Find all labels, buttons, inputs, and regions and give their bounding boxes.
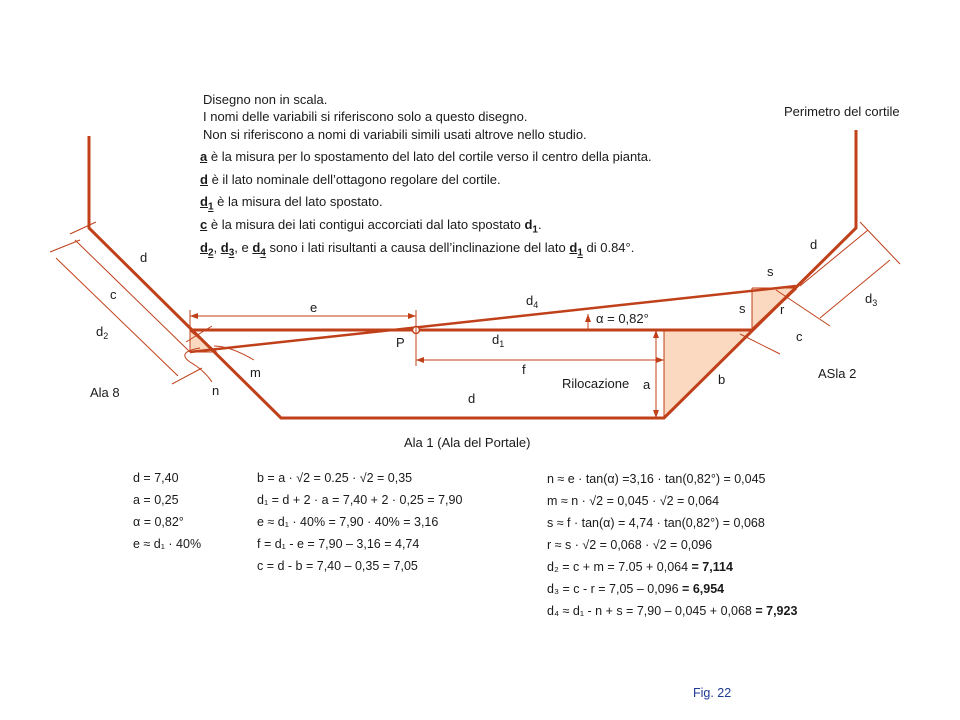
label-s-top: s xyxy=(767,264,774,279)
def-c-ref-sub: 1 xyxy=(532,224,538,236)
def-c-ref: d xyxy=(524,217,533,232)
formula-col1-2: α = 0,82° xyxy=(133,515,184,529)
def-d234-s2: 3 xyxy=(228,247,235,259)
formula-col3-1-text: m ≈ n · √2 = 0,045 · √2 = 0,064 xyxy=(547,494,720,508)
label-d1-sub: 1 xyxy=(499,339,505,349)
label-r: r xyxy=(780,302,785,317)
label-m: m xyxy=(250,365,261,380)
label-d2 xyxy=(96,324,108,341)
wing-bottom-label: Ala 1 (Ala del Portale) xyxy=(404,435,531,450)
def-c-end: . xyxy=(537,217,542,232)
formula-col3-6-text: d₄ ≈ d₁ - n + s = 7,90 – 0,045 + 0,068 xyxy=(547,604,756,618)
def-d-var: d xyxy=(200,172,208,187)
label-s-mid: s xyxy=(739,301,746,316)
perimeter-wall xyxy=(89,130,856,418)
formula-col3-3-text: r ≈ s · √2 = 0,068 · √2 = 0,096 xyxy=(547,538,713,552)
formula-col3-0-text: n ≈ e · tan(α) =3,16 · tan(0,82°) = 0,045 xyxy=(547,472,766,486)
label-alpha: α = 0,82° xyxy=(596,311,649,326)
def-a-var: a xyxy=(200,149,208,164)
label-c-right: c xyxy=(796,329,803,344)
wing-left-label: Ala 8 xyxy=(90,385,120,400)
formula-col2-3: f = d₁ - e = 7,90 – 3,16 = 4,74 xyxy=(257,537,420,551)
label-f: f xyxy=(522,362,526,377)
def-d1-var: d xyxy=(200,194,208,209)
label-d3 xyxy=(865,291,877,308)
def-d234-v1: d xyxy=(200,240,208,255)
label-d2-main: d xyxy=(96,324,104,339)
def-d1-sub: 1 xyxy=(207,201,214,213)
label-d-right: d xyxy=(810,237,818,252)
label-e: e xyxy=(310,300,318,315)
formula-col1-3: e ≈ d₁ · 40% xyxy=(133,537,202,551)
label-a: a xyxy=(643,377,651,392)
relocation-label: Rilocazione xyxy=(562,376,630,391)
label-d4-sub: 4 xyxy=(533,300,539,310)
def-d234-ref-sub: 1 xyxy=(577,247,583,259)
figure-label: Fig. 22 xyxy=(693,686,732,700)
formula-col3-4-text: d₂ = c + m = 7.05 + 0,064 xyxy=(547,560,692,574)
formula-col1-0: d = 7,40 xyxy=(133,471,179,485)
def-d234-s3: 4 xyxy=(260,247,266,259)
def-c-text: è la misura dei lati contigui accorciati dal lato spostato xyxy=(207,217,525,232)
formula-col3-5 xyxy=(547,581,724,597)
label-point-p: P xyxy=(396,335,405,350)
label-d4-main: d xyxy=(526,293,534,308)
def-d234-v3: d xyxy=(252,240,261,255)
perimeter-label: Perimetro del cortile xyxy=(784,104,900,119)
formula-col3-2-text: s ≈ f · tan(α) = 4,74 · tan(0,82°) = 0,068 xyxy=(547,516,765,530)
note-line-2: I nomi delle variabili si riferiscono solo a questo disegno. xyxy=(203,109,528,124)
label-d4 xyxy=(526,293,538,310)
def-a-text: è la misura per lo spostamento del lato del cortile verso il centro della pianta. xyxy=(207,149,652,164)
formula-col2-0: b = a · √2 = 0.25 · √2 = 0,35 xyxy=(257,471,413,485)
label-d-left: d xyxy=(140,250,148,265)
formula-col3-0 xyxy=(547,471,766,487)
label-d-bottom: d xyxy=(468,391,476,406)
formula-col3-2 xyxy=(547,515,765,531)
label-c-left: c xyxy=(110,287,117,302)
formula-col2-4: c = d - b = 7,40 – 0,35 = 7,05 xyxy=(257,559,418,573)
formula-col3-1 xyxy=(547,493,719,509)
def-d234-v2: d xyxy=(220,240,229,255)
wing-right-label: ASla 2 xyxy=(818,366,857,381)
def-d234-sep1: , xyxy=(213,240,221,255)
label-d1 xyxy=(492,332,504,349)
label-d3-sub: 3 xyxy=(872,298,878,308)
formula-col3-3 xyxy=(547,537,712,553)
note-line-1: Disegno non in scala. xyxy=(203,92,328,107)
def-d1-text: è la misura del lato spostato. xyxy=(213,194,383,209)
formula-col2-1: d₁ = d + 2 · a = 7,40 + 2 · 0,25 = 7,90 xyxy=(257,493,463,507)
def-d234-end: di 0.84°. xyxy=(582,240,635,255)
formula-col3-4 xyxy=(547,559,733,575)
def-c-var: c xyxy=(200,217,208,232)
def-d-text: è il lato nominale dell’ottagono regolare del cortile. xyxy=(207,172,501,187)
formula-col3-5-text: d₃ = c - r = 7,05 – 0,096 xyxy=(547,582,683,596)
note-line-3: Non si riferiscono a nomi di variabili simili usati altrove nello studio. xyxy=(203,127,587,142)
formula-col3-5-result: = 6,954 xyxy=(682,582,725,596)
def-d234-sep2: , e xyxy=(234,240,253,255)
label-d1-main: d xyxy=(492,332,500,347)
formula-col2-2: e ≈ d₁ · 40% = 7,90 · 40% = 3,16 xyxy=(257,515,439,529)
formula-col3-4-result: = 7,114 xyxy=(691,560,733,574)
def-d234-ref: d xyxy=(569,240,578,255)
formula-col3-6 xyxy=(547,603,797,619)
formula-col1-1: a = 0,25 xyxy=(133,493,179,507)
def-d234-text: sono i lati risultanti a causa dell’inclinazione del lato xyxy=(265,240,570,255)
label-n: n xyxy=(212,383,220,398)
label-b: b xyxy=(718,372,726,387)
label-d2-sub: 2 xyxy=(103,331,109,341)
def-d234-s1: 2 xyxy=(207,247,214,259)
label-d3-main: d xyxy=(865,291,873,306)
formula-col3-6-result: = 7,923 xyxy=(755,604,798,618)
